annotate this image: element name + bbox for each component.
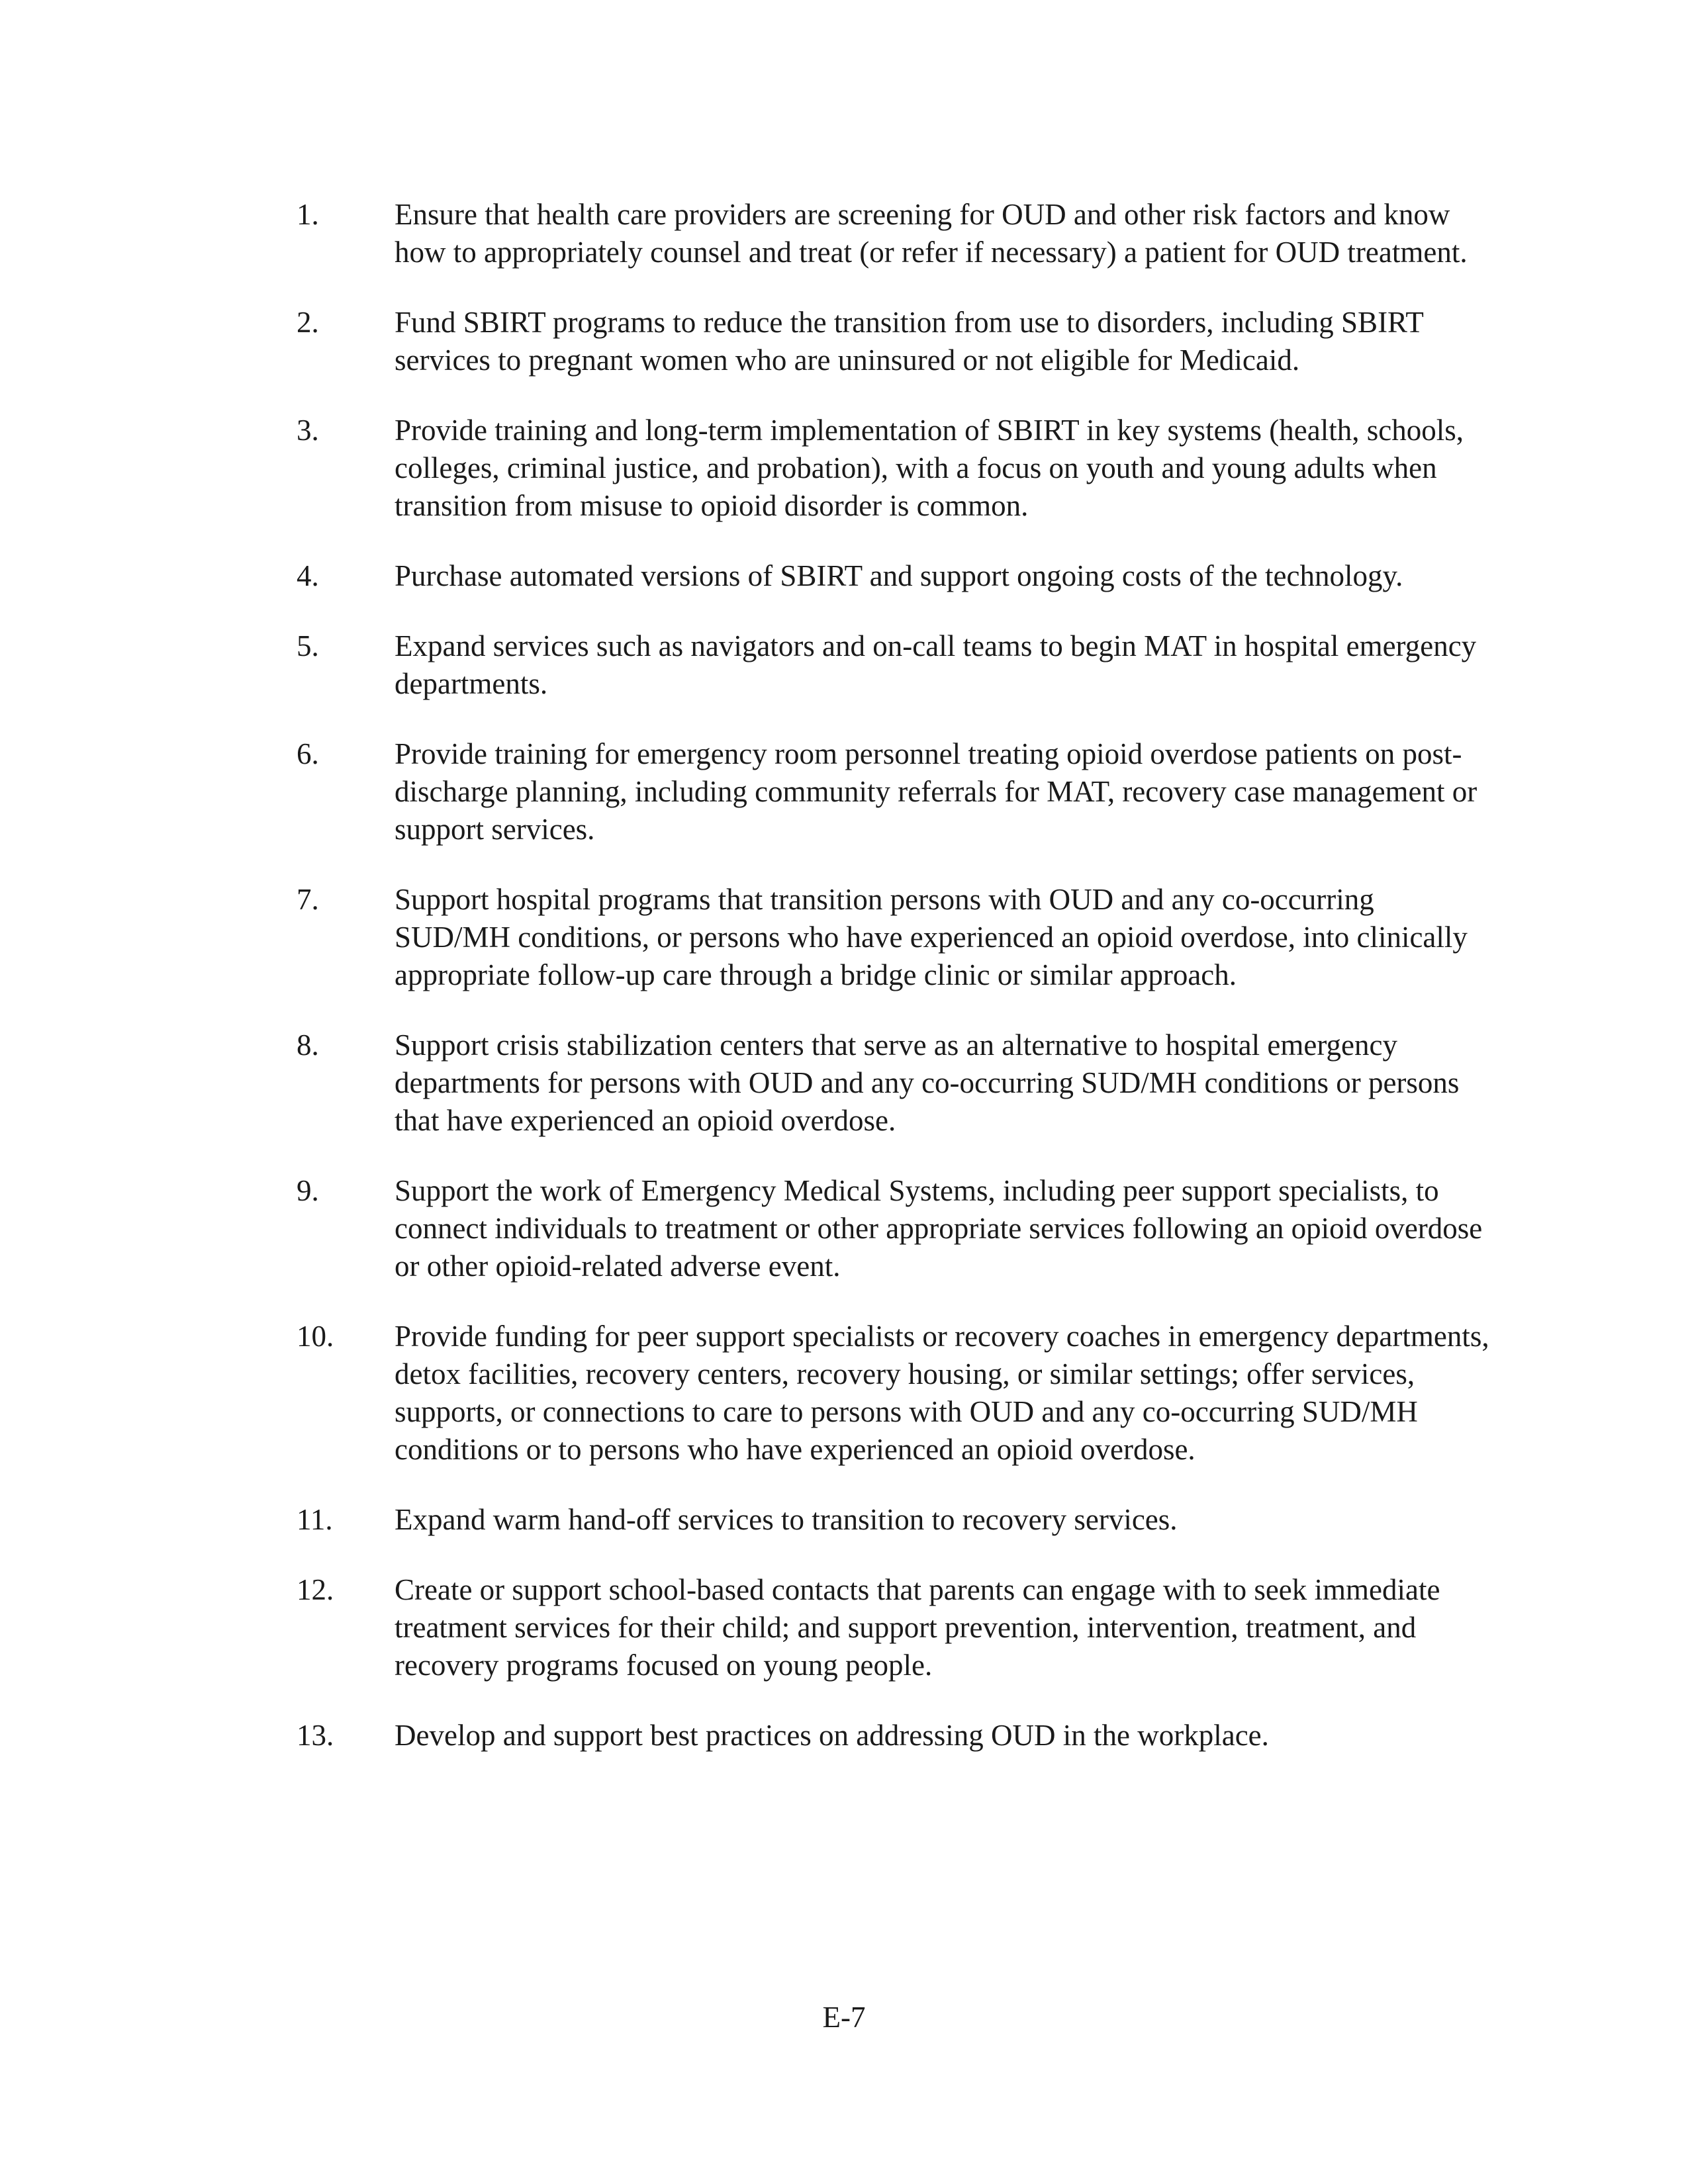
list-item (278, 304, 1496, 379)
list-item-text: Support the work of Emergency Medical Systems, including peer support specialists, to connect individuals to treatment or other appropriate services following an opioid overdose or other opioid-related adverse event. (395, 1174, 1483, 1283)
list-item (278, 557, 1496, 595)
list-item-number: 12. (297, 1573, 334, 1606)
list-item-number: 3. (297, 414, 319, 447)
list-item-text: Develop and support best practices on addressing OUD in the workplace. (395, 1719, 1269, 1752)
list-item-number: 6. (297, 737, 319, 770)
list-item-number: 8. (297, 1028, 319, 1062)
list-item-text: Provide training and long-term implementation of SBIRT in key systems (health, schools, colleges, criminal justice, and probation), with a focus on youth and young adults when transition from misuse to opioid disorder is common. (395, 414, 1464, 522)
page-number: E-7 (822, 2001, 866, 2034)
list-item-number: 7. (297, 883, 319, 916)
list-item-number: 9. (297, 1174, 319, 1207)
list-item (278, 196, 1496, 271)
list-item (278, 1026, 1496, 1140)
list-item (278, 1571, 1496, 1684)
list-item-number: 2. (297, 306, 319, 339)
list-item-text: Expand warm hand-off services to transition to recovery services. (395, 1503, 1178, 1536)
list-item (278, 1318, 1496, 1469)
list-item-number: 5. (297, 629, 319, 662)
list-item-text: Create or support school-based contacts that parents can engage with to seek immediate treatment services for their child; and support prevention, intervention, treatment, and recovery programs focused on young people. (395, 1573, 1440, 1682)
list-item-text: Expand services such as navigators and on-call teams to begin MAT in hospital emergency departments. (395, 629, 1477, 700)
list-item (278, 412, 1496, 525)
list-item-text: Fund SBIRT programs to reduce the transition from use to disorders, including SBIRT services to pregnant women who are uninsured or not eligible for Medicaid. (395, 306, 1424, 377)
list-item (278, 881, 1496, 994)
list-item-number: 4. (297, 559, 319, 592)
list-item-number: 10. (297, 1320, 334, 1353)
list-item-number: 11. (297, 1503, 333, 1536)
list-item (278, 1717, 1496, 1754)
list-item-number: 13. (297, 1719, 334, 1752)
list-item (278, 735, 1496, 848)
list-item-text: Provide funding for peer support specialists or recovery coaches in emergency departments, detox facilities, recovery centers, recovery housing, or similar settings; offer services, supports, or connections to care to persons with OUD and any co-occurring SUD/MH conditions or to persons who have experienced an opioid overdose. (395, 1320, 1489, 1466)
list-item-number: 1. (297, 198, 319, 231)
list-item-text: Purchase automated versions of SBIRT and support ongoing costs of the technology. (395, 559, 1403, 592)
list-item (278, 1501, 1496, 1539)
numbered-list (278, 196, 1496, 1787)
list-item-text: Ensure that health care providers are screening for OUD and other risk factors and know how to appropriately counsel and treat (or refer if necessary) a patient for OUD treatment. (395, 198, 1468, 269)
list-item-text: Provide training for emergency room personnel treating opioid overdose patients on post-discharge planning, including community referrals for MAT, recovery case management or support services. (395, 737, 1477, 846)
list-item (278, 1172, 1496, 1285)
list-item (278, 627, 1496, 703)
list-item-text: Support crisis stabilization centers that serve as an alternative to hospital emergency departments for persons with OUD and any co-occurring SUD/MH conditions or persons that have experienced an opioid overdose. (395, 1028, 1460, 1137)
list-item-text: Support hospital programs that transition persons with OUD and any co-occurring SUD/MH conditions, or persons who have experienced an opioid overdose, into clinically appropriate follow-up care through a bridge clinic or similar approach. (395, 883, 1468, 991)
